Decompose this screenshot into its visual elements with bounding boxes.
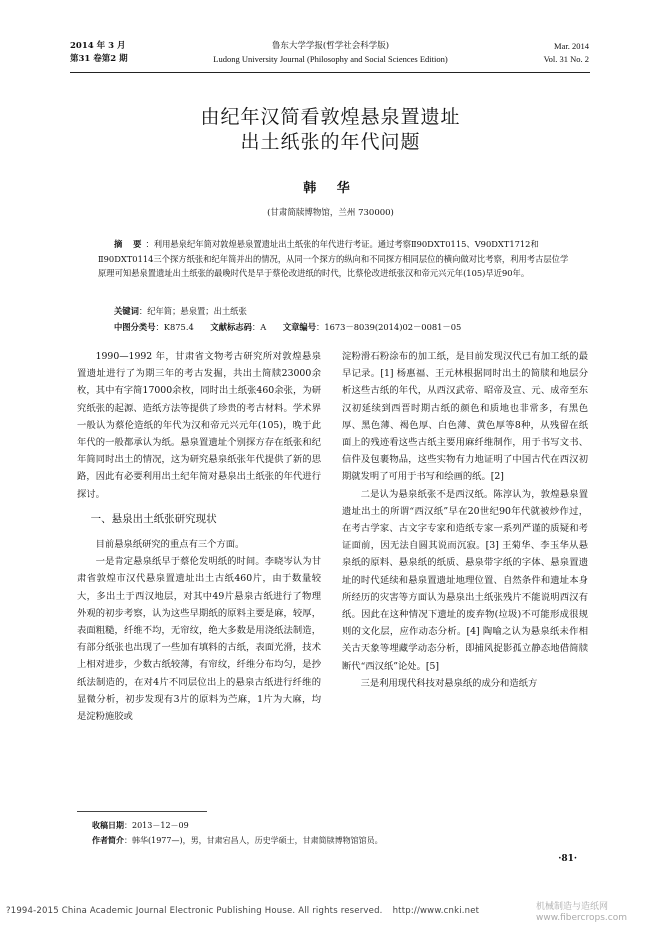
cnki-link[interactable]: http://www.cnki.net bbox=[392, 906, 480, 916]
body-paragraph: 1990—1992 年，甘肃省文物考古研究所对敦煌悬泉置遗址进行了为期三年的考古发掘，共出土简牍23000余枚，其中有字简17000余枚，同时出土纸张460余张，为研究纸张的起源、造纸方法等提供了珍贵的考古材料。学术界一般认为蔡伦造纸的年代为汉和帝元兴元年(105)，晚于此年代的一般都承认为纸。悬泉置遗址个别探方存在纸张和纪年简同时出土的情况，这为研究悬泉纸张年代提供了新的思路，因此有必要利用出土纪年简对悬泉出土纸张的年代进行探讨。 bbox=[77, 351, 321, 500]
watermark-line-2: www.fibercrops.com bbox=[536, 913, 627, 923]
header-rule bbox=[70, 72, 590, 73]
body-paragraph: 二是认为悬泉纸张不是西汉纸。陈淳认为，敦煌悬泉置遗址出土的所谓“西汉纸”早在20世纪90年代就被炒作过，在考古学家、古文字专家和造纸专家一系列严谨的质疑和考证面前，因无法自圆其说而沉寂。[3] 王菊华、李玉华从悬泉纸的原料、悬泉纸的纸质、悬泉带字纸的字体、悬泉置遗址的时代延续和悬泉置遗址地理位置、自然条件和遗址本身所经历的灾害等方面认为悬泉出土纸张残片不能说明西汉有纸。因此在这种情况下遗址的废弃物(垃圾)不可能形成很规则的文化层，应作动态分析。[4] 陶喻之认为悬泉纸未作相关古天象等埋藏学动态分析，即捕风捉影孤立静态地借简牍断代“西汉纸”论处。[5] bbox=[342, 488, 588, 672]
footnote bbox=[92, 818, 383, 848]
title-line-1: 由纪年汉简看敦煌悬泉置遗址 bbox=[200, 106, 461, 128]
received-label: 收稿日期 bbox=[92, 820, 124, 830]
article-id: ：1673－8039(2014)02－0081－05 bbox=[316, 322, 462, 332]
body-paragraph: 三是利用现代科技对悬泉纸的成分和造纸方 bbox=[360, 677, 538, 689]
section-heading: 一、悬泉出土纸张研究现状 bbox=[90, 512, 217, 525]
journal-name-en: Ludong University Journal (Philosophy and Social Sciences Edition) bbox=[213, 54, 448, 64]
journal-name-zh: 鲁东大学学报(哲学社会科学版) bbox=[271, 41, 390, 51]
author-name: 韩 华 bbox=[303, 181, 358, 196]
doc-code-label: 文献标志码 bbox=[210, 322, 252, 332]
journal-name-block bbox=[150, 40, 511, 66]
copyright-text: ?1994-2015 China Academic Journal Electronic Publishing House. All rights reserved. bbox=[6, 906, 383, 916]
abstract bbox=[98, 237, 574, 281]
doc-code: ：A bbox=[251, 322, 267, 332]
body-paragraph: 一是肯定悬泉纸早于蔡伦发明纸的时间。李晓岑认为甘肃省敦煌市汉代悬泉置遗址出土古纸460片，由于数量较大，多出土于西汉地层，对其中49片悬泉古纸进行了物理外观的初步考察，认为这些早期纸的原料主要是麻，较厚，表面粗糙，纤维不均，无帘纹，绝大多数是用浇纸法制造，有部分纸张也出现了一些加有填料的古纸，表面光滑，技术上相对进步，少数古纸较薄，有帘纹，纤维分布均匀，是抄纸法制造的，在对4片不同层位出上的悬泉古纸进行纤维的显微分析，初步发现有3片的原料为苎麻，1片为大麻，均是淀粉施胶或 bbox=[77, 556, 321, 723]
title-line-2: 出土纸张的年代问题 bbox=[240, 131, 421, 153]
watermark-line-1: 机械制造与造纸网 bbox=[536, 902, 609, 912]
footnote-rule bbox=[77, 811, 207, 812]
classification-line bbox=[114, 321, 574, 333]
author-bio: ：韩华(1977—)，男，甘肃宕昌人，历史学硕士，甘肃简牍博物馆馆员。 bbox=[124, 836, 383, 845]
article-id-label: 文章编号 bbox=[282, 322, 317, 332]
body-left-column bbox=[77, 348, 321, 725]
volume-issue-en: Vol. 31 No. 2 bbox=[543, 54, 589, 64]
body-right-column bbox=[342, 348, 588, 692]
author-affiliation: (甘肃简牍博物馆，兰州 730000) bbox=[267, 208, 394, 218]
keywords-label: 关键词 bbox=[114, 306, 139, 316]
issue-date-en: Mar. 2014 bbox=[554, 41, 589, 51]
received-date: ：2013－12－09 bbox=[124, 821, 189, 830]
issue-date: 2014 年 3 月 bbox=[70, 41, 126, 51]
clc-code: ：K875.4 bbox=[155, 322, 194, 332]
clc-label: 中图分类号 bbox=[114, 322, 156, 332]
keywords bbox=[114, 305, 247, 317]
abstract-label: 摘 要 bbox=[114, 239, 146, 249]
issue-date-block bbox=[70, 40, 128, 66]
article-title bbox=[80, 105, 581, 155]
keywords-text: ：纪年简；悬泉置；出土纸张 bbox=[138, 306, 247, 316]
issue-date-en-block bbox=[544, 40, 589, 66]
copyright-footer bbox=[6, 906, 479, 916]
volume-issue: 第31 卷第2 期 bbox=[70, 54, 128, 64]
abstract-text: ：利用悬泉纪年简对敦煌悬泉置遗址出土纸张的年代进行考证。通过考察Ⅱ90DXT0115、Ⅴ90DXT1712和Ⅱ90DXT0114三个探方纸张和纪年简并出的情况，从同一个探方的纵向和不同探方相同层位的横向做对比考察，利用考古层位学原理可知悬泉置遗址出土纸张的最晚时代是早于蔡伦改进纸的时代，比蔡伦改进纸张汉和帝元兴元年(105)早近90年。 bbox=[98, 239, 569, 278]
page-number: ·81· bbox=[558, 854, 577, 864]
body-paragraph: 目前悬泉纸研究的重点有三个方面。 bbox=[95, 539, 245, 551]
author-bio-label: 作者简介 bbox=[92, 835, 124, 845]
body-paragraph: 淀粉滑石粉涂布的加工纸，是目前发现汉代已有加工纸的最早记录。[1] 杨惠福、王元林根据同时出土的简牍和地层分析这些古纸的年代，从西汉武帝、昭帝及宣、元、成帝至东汉初延续到西晋时期古纸的颜色和质地也非常多，有黑色厚、黑色薄、褐色厚、白色薄、黄色厚等8种，从残留在纸面上的残迹看这些古纸主要用麻纤维制作，用于书写文书、信件及包裹物品，这些实物有力地证明了中国古代在西汉初期就发明了可用于书写和绘画的纸。[2] bbox=[342, 351, 588, 483]
watermark bbox=[536, 902, 627, 924]
